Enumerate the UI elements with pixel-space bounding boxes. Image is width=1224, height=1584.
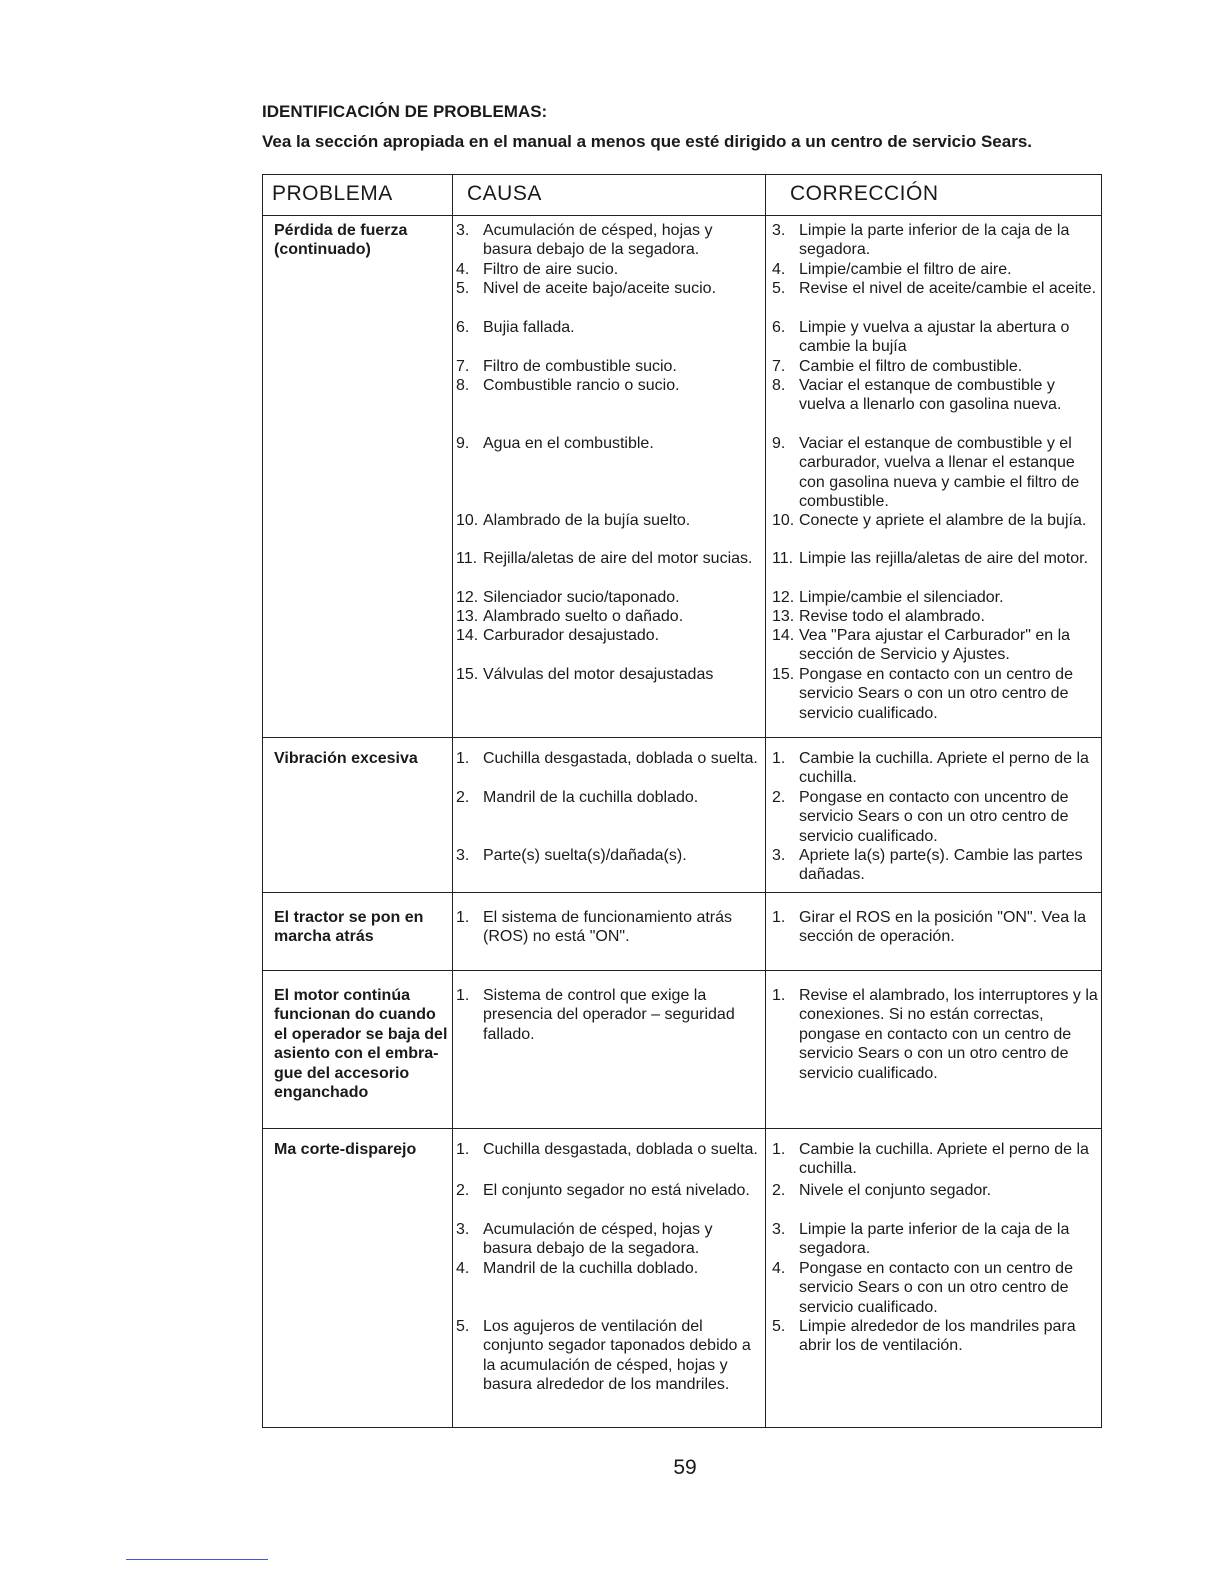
cause-item: 3. Parte(s) suelta(s)/dañada(s). [456,847,687,864]
cause-item: 14. Carburador desajustado. [456,627,660,644]
correction-item: 14. Vea "Para ajustar el Carburador" en la sección de Servicio y Ajustes. [772,627,1071,664]
correction-item: 3. Limpie la parte inferior de la caja de la segadora. [772,222,1070,259]
correction-item: 5. Limpie alrededor de los mandriles para abrir los de ventilación. [772,1318,1076,1355]
column-header-problema: PROBLEMA [272,182,393,205]
correction-item: 12. Limpie/cambie el silenciador. [772,589,1004,606]
correction-item: 3. Limpie la parte inferior de la caja de la segadora. [772,1221,1070,1258]
correction-item: 13. Revise todo el alambrado. [772,608,985,625]
correction-item: 1. Girar el ROS en la posición "ON". Vea la sección de operación. [772,909,1087,946]
correction-item: 2. Pongase en contacto con uncentro de servicio Sears o con un otro centro de servicio cualificado. [772,789,1069,845]
correction-item: 1. Cambie la cuchilla. Apriete el perno de la cuchilla. [772,750,1089,787]
column-divider [452,175,453,1427]
cause-item: 4. Filtro de aire sucio. [456,261,619,278]
correction-item: 7. Cambie el filtro de combustible. [772,358,1023,375]
intro-text: Vea la sección apropiada en el manual a menos que esté dirigido a un centro de servicio Sears. [262,132,1033,151]
column-divider [765,175,766,1427]
problem-label: Pérdida de fuerza (continuado) [274,222,408,259]
correction-item: 10. Conecte y apriete el alambre de la bujía. [772,512,1087,529]
page-number: 59 [673,1456,697,1479]
cause-item: 7. Filtro de combustible sucio. [456,358,677,375]
cause-item: 5. Nivel de aceite bajo/aceite sucio. [456,280,717,297]
footer-rule [126,1559,268,1560]
correction-item: 5. Revise el nivel de aceite/cambie el aceite. [772,280,1097,297]
cause-item: 12. Silenciador sucio/taponado. [456,589,680,606]
cause-item: 15. Válvulas del motor desajustadas [456,666,714,683]
problem-label: Vibración excesiva [274,750,418,767]
problem-label: Ma corte-disparejo [274,1141,417,1158]
cause-item: 11. Rejilla/aletas de aire del motor sucias. [456,550,753,567]
correction-item: 3. Apriete la(s) parte(s). Cambie las partes dañadas. [772,847,1083,884]
cause-item: 8. Combustible rancio o sucio. [456,377,680,394]
cause-item: 1. Sistema de control que exige la presencia del operador – seguridad fallado. [456,987,735,1043]
cause-item: 1. El sistema de funcionamiento atrás (ROS) no está "ON". [456,909,733,946]
correction-item: 1. Cambie la cuchilla. Apriete el perno de la cuchilla. [772,1141,1089,1178]
correction-item: 4. Limpie/cambie el filtro de aire. [772,261,1012,278]
cause-item: 2. El conjunto segador no está nivelado. [456,1182,750,1199]
cause-item: 3. Acumulación de césped, hojas y basura debajo de la segadora. [456,222,713,259]
problem-label: El motor continúa funcionan do cuando el operador se baja del asiento con el embra-gue del accesorio enganchado [274,987,448,1102]
troubleshooting-table [262,174,1102,1428]
header-divider [263,215,1101,216]
correction-item: 2. Nivele el conjunto segador. [772,1182,992,1199]
cause-item: 1. Cuchilla desgastada, doblada o suelta. [456,750,758,767]
correction-item: 6. Limpie y vuelva a ajustar la abertura o cambie la bujía [772,319,1070,356]
correction-item: 8. Vaciar el estanque de combustible y vuelva a llenarlo con gasolina nueva. [772,377,1062,414]
row-divider [263,737,1101,738]
correction-item: 15. Pongase en contacto con un centro de servicio Sears o con un otro centro de servicio cualificado. [772,666,1073,722]
cause-item: 9. Agua en el combustible. [456,435,654,452]
problem-label: El tractor se pon en marcha atrás [274,909,424,946]
cause-item: 2. Mandril de la cuchilla doblado. [456,789,699,806]
row-divider [263,970,1101,971]
section-heading: IDENTIFICACIÓN DE PROBLEMAS: [262,102,548,121]
column-header-correccion: CORRECCIÓN [790,182,939,205]
correction-item: 9. Vaciar el estanque de combustible y el carburador, vuelva a llenar el estanque con gasolina nueva y cambie el filtro de combustible. [772,435,1080,511]
correction-item: 4. Pongase en contacto con un centro de servicio Sears o con un otro centro de servicio cualificado. [772,1260,1073,1316]
cause-item: 13. Alambrado suelto o dañado. [456,608,684,625]
row-divider [263,892,1101,893]
cause-item: 3. Acumulación de césped, hojas y basura debajo de la segadora. [456,1221,713,1258]
cause-item: 5. Los agujeros de ventilación del conjunto segador taponados debido a la acumulación de césped, hojas y basura alrededor de los mandriles. [456,1318,751,1394]
correction-item: 11. Limpie las rejilla/aletas de aire del motor. [772,550,1089,567]
column-header-causa: CAUSA [467,182,542,205]
cause-item: 6. Bujia fallada. [456,319,575,336]
cause-item: 10. Alambrado de la bujía suelto. [456,512,691,529]
cause-item: 4. Mandril de la cuchilla doblado. [456,1260,699,1277]
row-divider [263,1128,1101,1129]
cause-item: 1. Cuchilla desgastada, doblada o suelta. [456,1141,758,1158]
correction-item: 1. Revise el alambrado, los interruptores y la conexiones. Si no están correctas, pongase en contacto con un centro de servicio Sears o con un otro centro de servicio cualificado. [772,987,1098,1082]
